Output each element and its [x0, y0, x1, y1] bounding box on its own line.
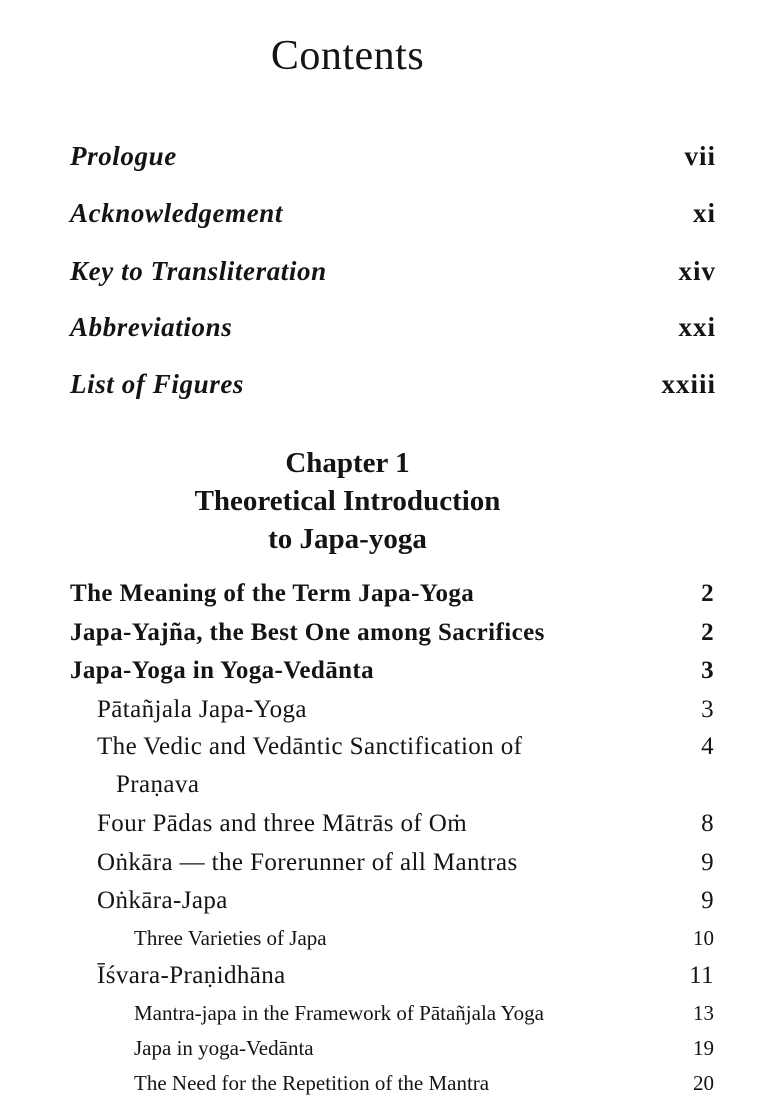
toc-entry[interactable] [97, 962, 714, 990]
toc-entry-page: 20 [693, 1071, 714, 1095]
toc-entry-page: 19 [693, 1036, 714, 1060]
toc-entry-title: Īśvara-Praṇidhāna [97, 962, 286, 989]
toc-front-matter-transliteration[interactable] [70, 256, 716, 296]
toc-entry-page: 2 [701, 580, 714, 607]
toc-entry-title: Three Varieties of Japa [134, 926, 327, 950]
toc-entry[interactable] [97, 849, 714, 877]
toc-entry-title: List of Figures [70, 369, 245, 399]
toc-entry-page: 11 [689, 962, 714, 989]
toc-entry-page: 2 [701, 619, 714, 646]
toc-entry-title: Abbreviations [70, 312, 233, 342]
chapter-title-line2: to Japa-yoga [268, 523, 427, 555]
toc-entry-page: 10 [693, 926, 714, 950]
toc-entry-continuation: Praṇava [116, 771, 200, 798]
toc-entry[interactable] [97, 733, 714, 761]
toc-entry-page: 9 [701, 849, 714, 876]
toc-entry-page: vii [684, 141, 716, 171]
toc-entry-page: 13 [693, 1001, 714, 1025]
toc-entry-page: 3 [701, 657, 714, 684]
toc-entry[interactable] [134, 1071, 714, 1096]
toc-entry-title: The Need for the Repetition of the Mantra [134, 1071, 490, 1095]
toc-entry[interactable] [97, 810, 714, 838]
toc-front-matter-abbreviations[interactable] [70, 312, 716, 352]
toc-entry-page: 3 [701, 696, 714, 723]
toc-entry-page: 4 [701, 733, 714, 760]
chapter-title-line1: Theoretical Introduction [194, 485, 501, 517]
chapter-heading [0, 444, 695, 558]
toc-entry[interactable] [134, 1036, 714, 1061]
toc-entry-title: Japa-Yoga in Yoga-Vedānta [70, 657, 375, 684]
toc-entry-title: Four Pādas and three Mātrās of Oṁ [97, 810, 468, 837]
toc-front-matter-prologue[interactable] [70, 141, 716, 181]
toc-entry-title: Japa-Yajña, the Best One among Sacrifices [70, 619, 545, 646]
toc-entry[interactable] [70, 580, 714, 608]
toc-entry-title: The Vedic and Vedāntic Sanctification of [97, 733, 523, 760]
toc-entry-title: Prologue [70, 141, 177, 171]
toc-entry-title: Oṅkāra — the Forerunner of all Mantras [97, 849, 518, 876]
toc-entry[interactable] [97, 887, 714, 915]
toc-entry[interactable] [97, 696, 714, 724]
toc-entry[interactable] [134, 926, 714, 951]
toc-entry[interactable] [70, 619, 714, 647]
toc-entry-page: 9 [701, 887, 714, 914]
toc-entry-title: Key to Transliteration [70, 256, 327, 286]
toc-front-matter-figures[interactable] [70, 369, 716, 409]
page-title: Contents [270, 33, 425, 79]
toc-entry[interactable] [134, 1001, 714, 1026]
toc-entry-title: Mantra-japa in the Framework of Pātañjala Yoga [134, 1001, 544, 1025]
toc-entry-title: The Meaning of the Term Japa-Yoga [70, 580, 475, 607]
toc-front-matter-acknowledgement[interactable] [70, 198, 716, 238]
toc-entry-title: Japa in yoga-Vedānta [134, 1036, 314, 1060]
chapter-number: Chapter 1 [285, 447, 410, 479]
toc-entry[interactable] [70, 657, 714, 685]
toc-entry-page: xxi [678, 312, 716, 342]
toc-entry-page: xxiii [661, 369, 716, 399]
toc-entry-title: Oṅkāra-Japa [97, 887, 228, 914]
toc-entry-title: Acknowledgement [70, 198, 283, 228]
toc-entry-title: Pātañjala Japa-Yoga [97, 696, 307, 723]
toc-entry-page: 8 [701, 810, 714, 837]
toc-entry-page: xi [692, 198, 716, 228]
toc-entry-page: xiv [678, 256, 716, 286]
